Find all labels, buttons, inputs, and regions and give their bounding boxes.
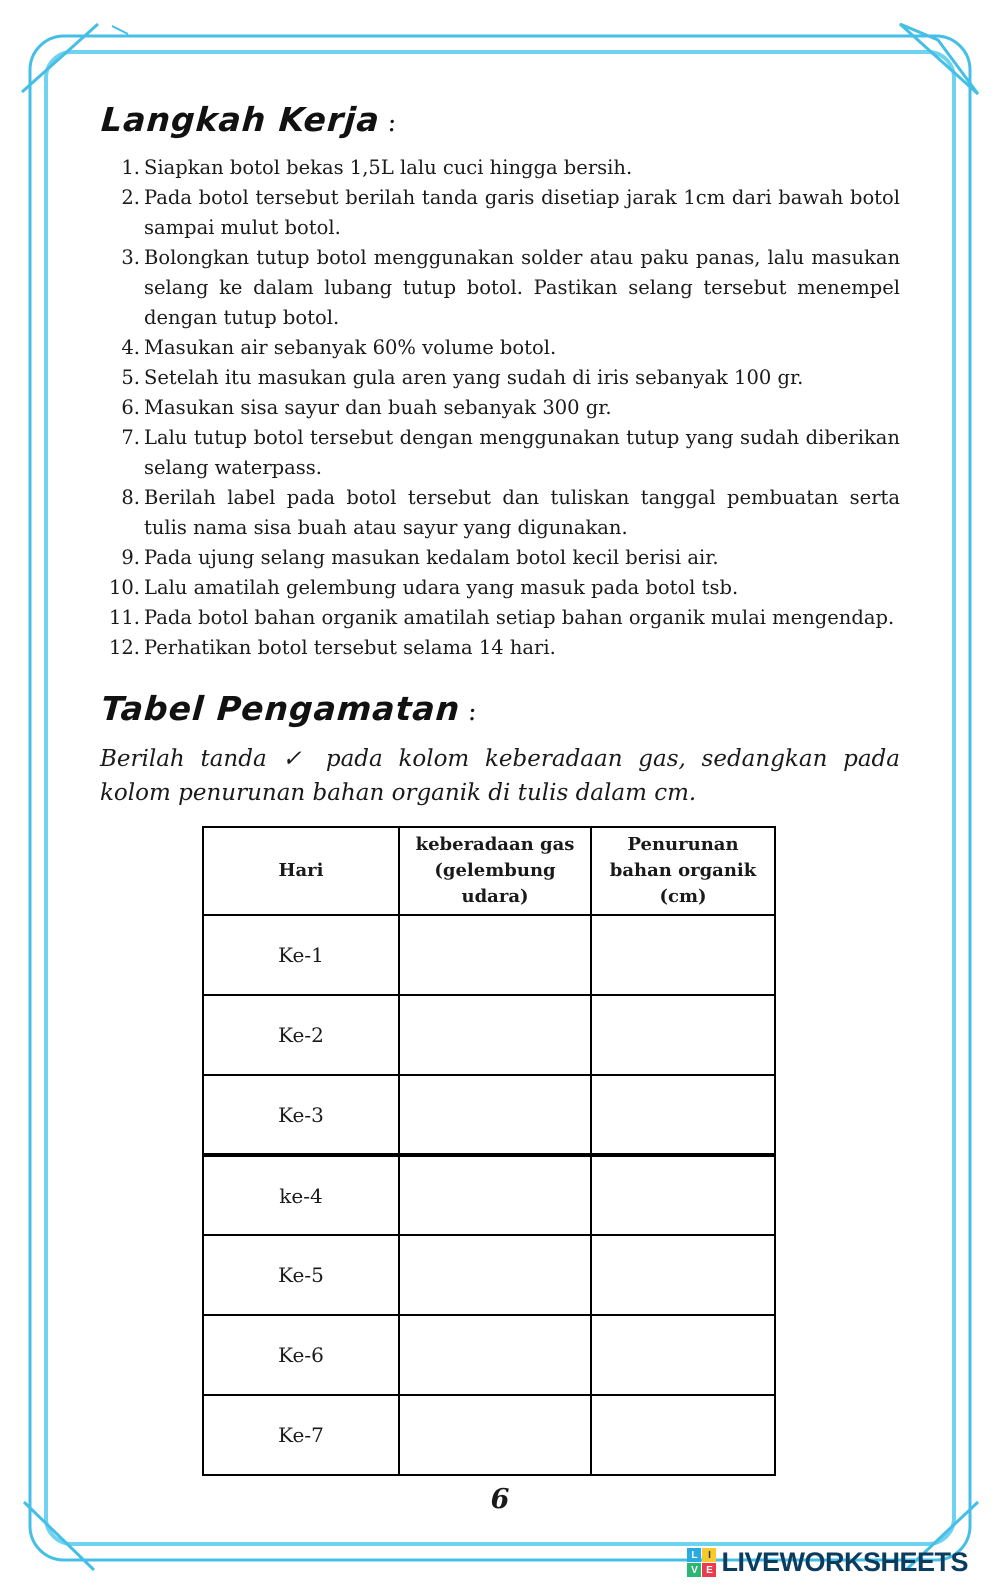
table-row — [203, 1315, 775, 1395]
day-label: Ke-7 — [203, 1395, 399, 1475]
organik-input-cell[interactable] — [591, 1315, 775, 1395]
gas-input-cell[interactable] — [399, 1315, 591, 1395]
worksheet-content — [100, 100, 900, 1515]
corner-accent-top-left — [22, 24, 98, 92]
table-row — [203, 1235, 775, 1315]
step-item: Masukan air sebanyak 60% volume botol. — [144, 336, 557, 359]
corner-accent-bottom-left — [24, 1502, 94, 1570]
day-label: Ke-3 — [203, 1075, 399, 1155]
section-title-langkah-kerja — [100, 100, 903, 139]
table-row — [203, 1395, 775, 1475]
step-item: Perhatikan botol tersebut selama 14 hari. — [144, 636, 556, 659]
day-label: ke-4 — [203, 1155, 399, 1235]
page-number: 6 — [490, 1484, 510, 1515]
gas-input-cell[interactable] — [399, 915, 591, 995]
organik-input-cell[interactable] — [591, 1395, 775, 1475]
step-item: Masukan sisa sayur dan buah sebanyak 300 gr. — [144, 396, 612, 419]
langkah-kerja-title-text: Langkah Kerja — [100, 100, 382, 139]
corner-accent-top-right — [900, 24, 978, 94]
logo-square-e: E — [702, 1563, 716, 1577]
step-item: Berilah label pada botol tersebut dan tuliskan tanggal pembuatan serta tulis nama sisa buah atau sayur yang digunakan. — [144, 486, 900, 539]
tabel-pengamatan-title-text: Tabel Pengamatan — [100, 689, 462, 728]
step-item: Lalu tutup botol tersebut dengan menggunakan tutup yang sudah diberikan selang waterpass. — [144, 426, 900, 479]
table-row — [203, 915, 775, 995]
table-row — [203, 1155, 775, 1235]
step-item: Bolongkan tutup botol menggunakan solder atau paku panas, lalu masukan selang ke dalam lubang tutup botol. Pastikan selang tersebut menempel dengan tutup botol. — [144, 246, 900, 329]
step-item: Lalu amatilah gelembung udara yang masuk pada botol tsb. — [144, 576, 739, 599]
day-label: Ke-5 — [203, 1235, 399, 1315]
gas-input-cell[interactable] — [399, 995, 591, 1075]
title-colon: : — [467, 697, 478, 727]
title-colon: : — [386, 108, 398, 138]
organik-input-cell[interactable] — [591, 995, 775, 1075]
day-label: Ke-6 — [203, 1315, 399, 1395]
gas-input-cell[interactable] — [399, 1235, 591, 1315]
frame-flourish — [112, 26, 128, 34]
gas-input-cell[interactable] — [399, 1155, 591, 1235]
header-keberadaan-gas: keberadaan gas (gelembung udara) — [399, 827, 591, 915]
step-item: Pada botol tersebut berilah tanda garis disetiap jarak 1cm dari bawah botol sampai mulut botol. — [144, 186, 900, 239]
liveworksheets-wordmark: LIVEWORKSHEETS — [721, 1547, 968, 1577]
table-instruction: Berilah tanda ✓ pada kolom keberadaan gas, sedangkan pada kolom penurunan bahan organik di tulis dalam cm. — [100, 746, 900, 806]
langkah-kerja-step-list — [100, 153, 900, 663]
table-row — [203, 995, 775, 1075]
step-item: Pada ujung selang masukan kedalam botol kecil berisi air. — [144, 546, 719, 569]
observation-table — [202, 826, 776, 1476]
logo-square-l: L — [687, 1548, 701, 1562]
organik-input-cell[interactable] — [591, 1075, 775, 1155]
step-item: Setelah itu masukan gula aren yang sudah di iris sebanyak 100 gr. — [144, 366, 804, 389]
organik-input-cell[interactable] — [591, 915, 775, 995]
section-title-tabel-pengamatan — [100, 689, 903, 728]
day-label: Ke-1 — [203, 915, 399, 995]
liveworksheets-logo[interactable] — [687, 1547, 968, 1578]
gas-input-cell[interactable] — [399, 1075, 591, 1155]
table-row — [203, 1075, 775, 1155]
organik-input-cell[interactable] — [591, 1155, 775, 1235]
logo-square-i: I — [702, 1548, 716, 1562]
step-item: Siapkan botol bekas 1,5L lalu cuci hingga bersih. — [144, 156, 633, 179]
gas-input-cell[interactable] — [399, 1395, 591, 1475]
header-hari: Hari — [203, 827, 399, 915]
step-item: Pada botol bahan organik amatilah setiap bahan organik mulai mengendap. — [144, 606, 895, 629]
day-label: Ke-2 — [203, 995, 399, 1075]
header-penurunan-organik: Penurunan bahan organik (cm) — [591, 827, 775, 915]
table-header-row — [203, 827, 775, 915]
liveworksheets-logo-icon — [687, 1548, 716, 1577]
organik-input-cell[interactable] — [591, 1235, 775, 1315]
logo-square-v: V — [687, 1563, 701, 1577]
